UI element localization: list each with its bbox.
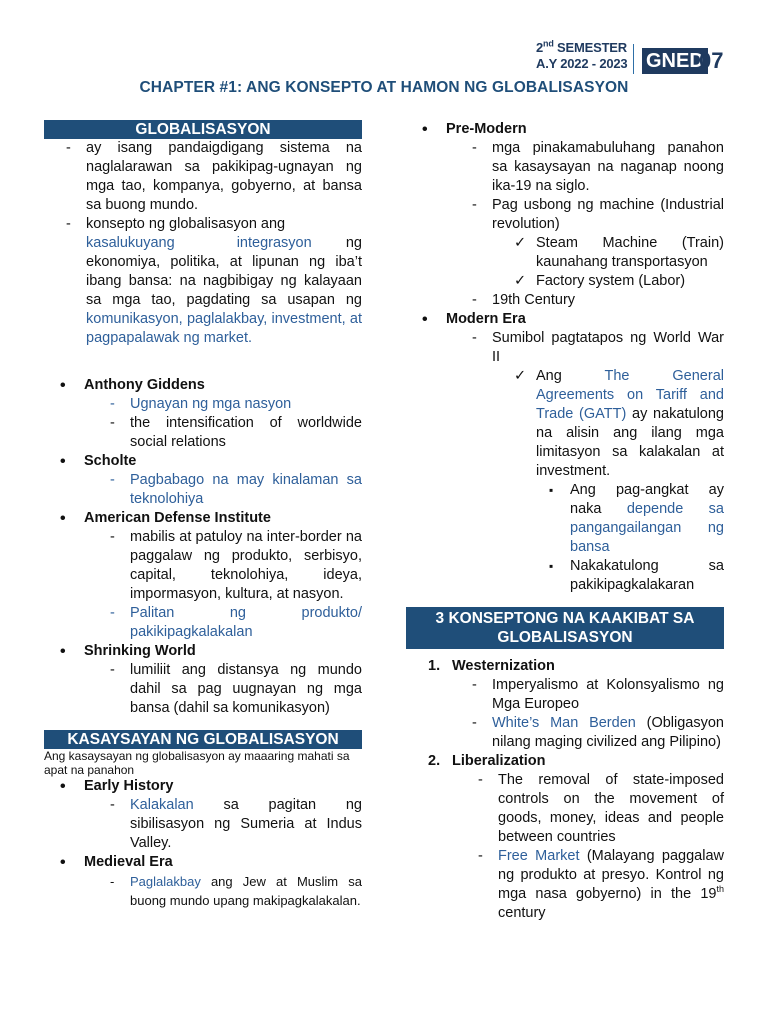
adi-point-1: - mabilis at patuloy na inter-border na paggalaw ng produkto, serbisyo, capital, teknolohiya, ideya, impormasyon, kultura, at nasyon.	[86, 528, 362, 604]
medieval-heading: • Medieval Era	[44, 853, 362, 872]
scholte-heading: • Scholte	[44, 452, 362, 471]
modern-square-2: ▪ Nakakatulong sa pakikipagkalakaran	[406, 557, 724, 595]
early-history-heading: • Early History	[44, 777, 362, 796]
adi-point-2: - Palitan ng produkto/ pakikipagkalakalan	[86, 604, 362, 642]
westernization-point-2: - White’s Man Berden (Obligasyon nilang maging civilized ang Pilipino)	[448, 714, 724, 752]
glob-definition-1: - ay isang pandaigdigang sistema na naglalarawan sa pakikipag-ugnayan ng mga tao, kompanya, gobyerno, at bansa sa buong mundo.	[44, 139, 362, 215]
liberalization-point-2: - Free Market (Malayang paggalaw ng produkto at presyo. Kontrol ng mga nasa gobyerno) in the 19th century	[454, 847, 724, 923]
premodern-point-2: - Pag usbong ng machine (Industrial revolution)	[448, 196, 724, 234]
history-intro: Ang kasaysayan ng globalisasyon ay maaaring mahati sa apat na panahon	[44, 749, 350, 777]
adi-heading: • American Defense Institute	[44, 509, 362, 528]
medieval-point: - Paglalakbay ang Jew at Muslim sa buong mundo upang makipagkalakalan.	[86, 872, 362, 910]
section-heading-globalisasyon: GLOBALISASYON	[44, 120, 362, 139]
academic-year: A.Y 2022 - 2023	[536, 56, 628, 71]
chapter-title: CHAPTER #1: ANG KONSEPTO AT HAMON NG GLOBALISASYON	[139, 79, 629, 96]
left-column	[44, 120, 362, 910]
scholte-point-1: - Pagbabago na may kinalaman sa teknolohiya	[86, 471, 362, 509]
right-column	[406, 120, 724, 923]
premodern-check-1: ✓ Steam Machine (Train) kaunahang transportasyon	[406, 234, 724, 272]
course-number: 07	[699, 48, 724, 73]
course-code-badge: GNED	[642, 48, 708, 74]
section-heading-konsepto: 3 KONSEPTONG NA KAAKIBAT SA GLOBALISASYON	[406, 607, 724, 649]
premodern-point-3: - 19th Century	[448, 291, 724, 310]
liberalization-heading: 2. Liberalization	[428, 753, 546, 769]
modern-heading: • Modern Era	[406, 310, 724, 329]
semester-label: 2nd SEMESTER A.Y 2022 - 2023	[536, 38, 628, 71]
modern-point-1: - Sumibol pagtatapos ng World War II	[448, 329, 724, 367]
modern-check-gatt: ✓ Ang The General Agreements on Tariff and Trade (GATT) ay nakatulong na alisin ang ilang mga limitasyon sa kalakalan at investment.	[406, 367, 724, 481]
premodern-check-2: ✓ Factory system (Labor)	[406, 272, 724, 291]
westernization-point-1: - Imperyalismo at Kolonsyalismo ng Mga Europeo	[448, 676, 724, 714]
shrinking-point-1: - lumiliit ang distansya ng mundo dahil sa pag uugnayan ng mga bansa (dahil sa komunikasyon)	[86, 661, 362, 718]
liberalization-point-1: - The removal of state-imposed controls on the movement of goods, money, ideas and people between countries	[454, 771, 724, 847]
giddens-point-2: - the intensification of worldwide social relations	[86, 414, 362, 452]
section-heading-kasaysayan: KASAYSAYAN NG GLOBALISASYON	[44, 730, 362, 749]
early-history-point: - Kalakalan sa pagitan ng sibilisasyon ng Sumeria at Indus Valley.	[86, 796, 362, 853]
premodern-point-1: - mga pinakamabuluhang panahon sa kasaysayan na naganap noong ika-19 na siglo.	[448, 139, 724, 196]
westernization-heading: 1. Westernization	[428, 658, 555, 674]
giddens-heading: • Anthony Giddens	[44, 376, 362, 395]
premodern-heading: • Pre-Modern	[406, 120, 724, 139]
shrinking-heading: • Shrinking World	[44, 642, 362, 661]
glob-definition-2: - konsepto ng globalisasyon ang kasalukuyang integrasyon ng ekonomiya, politika, at lipunan ng iba’t ibang bansa: na nagbibigay ng kalayaan sa mga tao, pagdating sa usapan ng komunikasyon, paglalakbay, investment, at pagpapalawak ng market.	[44, 215, 362, 348]
modern-square-1: ▪ Ang pag-angkat ay naka depende sa pangangailangan ng bansa	[406, 481, 724, 557]
header-divider	[633, 44, 634, 74]
giddens-point-1: - Ugnayan ng mga nasyon	[86, 395, 362, 414]
